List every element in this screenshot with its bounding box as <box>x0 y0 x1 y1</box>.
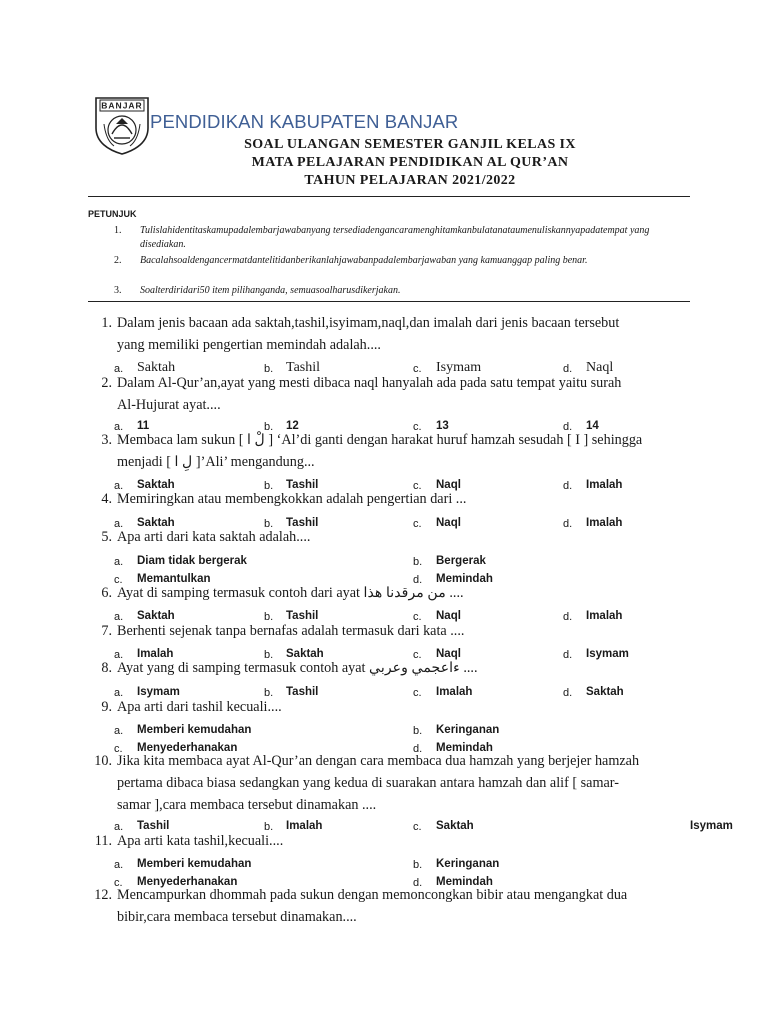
option-text: Tashil <box>286 610 319 622</box>
instruction-text: Tulislahidentitaskamupadalembarjawabanyang tersediadengancaramenghitamkanbulatanataumenuliskannyapadatempat yang disediakan. <box>140 225 650 250</box>
option-label: b. <box>264 687 274 699</box>
option-text: 11 <box>137 420 150 432</box>
option-label: c. <box>413 687 422 699</box>
option-label: a. <box>114 518 124 530</box>
question-text: Jika kita membaca ayat Al-Qur’an dengan cara membaca dua hamzah yang berjejer hamzah <box>117 753 640 769</box>
option-label: b. <box>264 363 274 375</box>
option-text: Saktah <box>436 820 474 832</box>
question-text: samar ],cara membaca tersebut dinamakan .... <box>117 797 377 813</box>
option-label: b. <box>413 725 423 737</box>
question-text: Apa arti dari tashil kecuali.... <box>117 699 282 715</box>
option-text: Memindah <box>436 876 493 888</box>
option-label: a. <box>114 556 124 568</box>
option-label: b. <box>413 859 423 871</box>
option-text: Tashil <box>137 820 170 832</box>
option-label: a. <box>114 480 124 492</box>
option-text: Imalah <box>586 479 623 491</box>
option-label: c. <box>413 611 422 623</box>
option-text: Isymam <box>690 820 733 832</box>
option-text: Saktah <box>137 360 176 375</box>
option-text: Tashil <box>286 360 321 375</box>
option-text: Naql <box>436 479 461 491</box>
option-label: c. <box>114 877 123 889</box>
question-number: 5. <box>101 529 112 545</box>
option-text: 14 <box>586 420 599 432</box>
option-label: d. <box>563 480 573 492</box>
question-number: 6. <box>101 585 112 601</box>
option-label: c. <box>413 821 422 833</box>
option-label: c. <box>413 518 422 530</box>
option-text: Imalah <box>586 610 623 622</box>
instruction-number: 2. <box>114 255 122 266</box>
instruction-text: Bacalahsoaldengancermatdantelitidanberikanlahjawabanpadalembarjawaban yang kamuanggap paling benar. <box>140 255 588 266</box>
option-label: d. <box>413 877 423 889</box>
question-number: 11. <box>94 833 112 849</box>
option-label: c. <box>413 421 422 433</box>
option-label: c. <box>114 574 123 586</box>
question-text: Memiringkan atau membengkokkan adalah pengertian dari ... <box>117 491 467 507</box>
option-text: 13 <box>436 420 449 432</box>
option-label: c. <box>413 649 422 661</box>
option-label: c. <box>413 363 422 375</box>
instructions-title: PETUNJUK <box>88 209 137 219</box>
option-label: a. <box>114 725 124 737</box>
question-number: 8. <box>101 660 112 676</box>
option-text: Diam tidak bergerak <box>137 555 247 567</box>
option-text: Tashil <box>286 517 319 529</box>
option-text: Memindah <box>436 573 493 585</box>
option-text: Isymam <box>586 648 629 660</box>
year-title: TAHUN PELAJARAN 2021/2022 <box>304 173 516 188</box>
option-text: Memberi kemudahan <box>137 858 252 870</box>
question-number: 9. <box>101 699 112 715</box>
option-label: b. <box>264 649 274 661</box>
option-label: d. <box>563 611 573 623</box>
option-label: d. <box>563 421 573 433</box>
option-label: b. <box>264 821 274 833</box>
option-text: Saktah <box>137 517 175 529</box>
exam-title: SOAL ULANGAN SEMESTER GANJIL KELAS IX <box>244 137 576 152</box>
instruction-number: 1. <box>114 225 122 236</box>
option-label: d. <box>563 687 573 699</box>
question-text: Berhenti sejenak tanpa bernafas adalah termasuk dari kata .... <box>117 623 465 639</box>
option-label: b. <box>264 611 274 623</box>
option-text: Keringanan <box>436 724 500 736</box>
question-text: menjadi [ لِ ا ]’Ali’ mengandung... <box>117 454 315 470</box>
option-text: Imalah <box>286 820 323 832</box>
option-text: Isymam <box>137 686 180 698</box>
option-label: a. <box>114 821 124 833</box>
question-number: 3. <box>101 432 112 448</box>
option-text: Bergerak <box>436 555 486 567</box>
option-label: a. <box>114 687 124 699</box>
banjar-logo <box>92 94 152 156</box>
option-text: Saktah <box>586 686 624 698</box>
question-text: Al-Hujurat ayat.... <box>117 397 221 413</box>
option-label: b. <box>264 480 274 492</box>
option-label: a. <box>114 363 124 375</box>
question-text: Mencampurkan dhommah pada sukun dengan memoncongkan bibir atau mengangkat dua <box>117 887 628 903</box>
option-label: d. <box>413 574 423 586</box>
instruction-number: 3. <box>114 285 122 296</box>
option-text: Isymam <box>436 360 482 375</box>
question-text: Dalam Al-Qur’an,ayat yang mesti dibaca naql hanyalah ada pada satu tempat yaitu surah <box>117 375 622 391</box>
question-text: Apa arti dari kata saktah adalah.... <box>117 529 311 545</box>
option-text: Memberi kemudahan <box>137 724 252 736</box>
option-text: Imalah <box>436 686 473 698</box>
question-text: Ayat yang di samping termasuk contoh ayat ءاعجمي وعربي .... <box>117 660 478 676</box>
question-number: 12. <box>94 887 112 903</box>
option-label: d. <box>563 649 573 661</box>
option-label: c. <box>413 480 422 492</box>
option-text: Naql <box>436 610 461 622</box>
question-number: 1. <box>101 315 112 331</box>
option-text: Naql <box>436 648 461 660</box>
option-label: d. <box>563 363 573 375</box>
question-number: 4. <box>101 491 112 507</box>
option-text: Naql <box>436 517 461 529</box>
question-number: 10. <box>94 753 112 769</box>
question-number: 2. <box>101 375 112 391</box>
option-text: Naql <box>586 360 614 375</box>
option-text: Menyederhanakan <box>137 876 238 888</box>
question-text: Dalam jenis bacaan ada saktah,tashil,isyimam,naql,dan imalah dari jenis bacaan tersebut <box>117 315 620 331</box>
option-text: Tashil <box>286 479 319 491</box>
instruction-text: Soalterdiridari50 item pilihanganda, semuasoalharusdikerjakan. <box>140 285 401 296</box>
question-text: Membaca lam sukun [ لْ ا ] ‘Al’di ganti dengan harakat huruf hamzah sesudah [ I ] sehingga <box>117 432 643 448</box>
option-label: b. <box>264 421 274 433</box>
question-text: bibir,cara membaca tersebut dinamakan.... <box>117 909 357 925</box>
question-text: yang memiliki pengertian memindah adalah.... <box>117 337 381 353</box>
option-label: a. <box>114 611 124 623</box>
option-label: a. <box>114 649 124 661</box>
question-number: 7. <box>101 623 112 639</box>
option-text: Tashil <box>286 686 319 698</box>
option-text: Menyederhanakan <box>137 742 238 754</box>
option-text: Imalah <box>137 648 174 660</box>
option-label: d. <box>413 743 423 755</box>
option-text: Memantulkan <box>137 573 211 585</box>
svg-text:BANJAR: BANJAR <box>101 100 143 111</box>
option-text: Saktah <box>137 479 175 491</box>
option-label: c. <box>114 743 123 755</box>
option-text: Imalah <box>586 517 623 529</box>
header-divider <box>88 196 690 197</box>
agency-name: PENDIDIKAN KABUPATEN BANJAR <box>150 111 459 132</box>
option-text: Saktah <box>137 610 175 622</box>
subject-title: MATA PELAJARAN PENDIDIKAN AL QUR’AN <box>251 155 569 170</box>
option-text: Keringanan <box>436 858 500 870</box>
question-text: Apa arti kata tashil,kecuali.... <box>117 833 284 849</box>
option-label: b. <box>264 518 274 530</box>
option-label: a. <box>114 421 124 433</box>
option-label: a. <box>114 859 124 871</box>
option-text: Memindah <box>436 742 493 754</box>
option-label: d. <box>563 518 573 530</box>
option-label: b. <box>413 556 423 568</box>
instructions-divider <box>88 301 690 302</box>
option-text: Saktah <box>286 648 324 660</box>
option-text: 12 <box>286 420 299 432</box>
question-text: Ayat di samping termasuk contoh dari ayat من مرقدنا هذا .... <box>117 585 464 601</box>
question-text: pertama dibaca biasa sedangkan yang kedua di suarakan antara hamzah dan alif [ samar- <box>117 775 619 791</box>
